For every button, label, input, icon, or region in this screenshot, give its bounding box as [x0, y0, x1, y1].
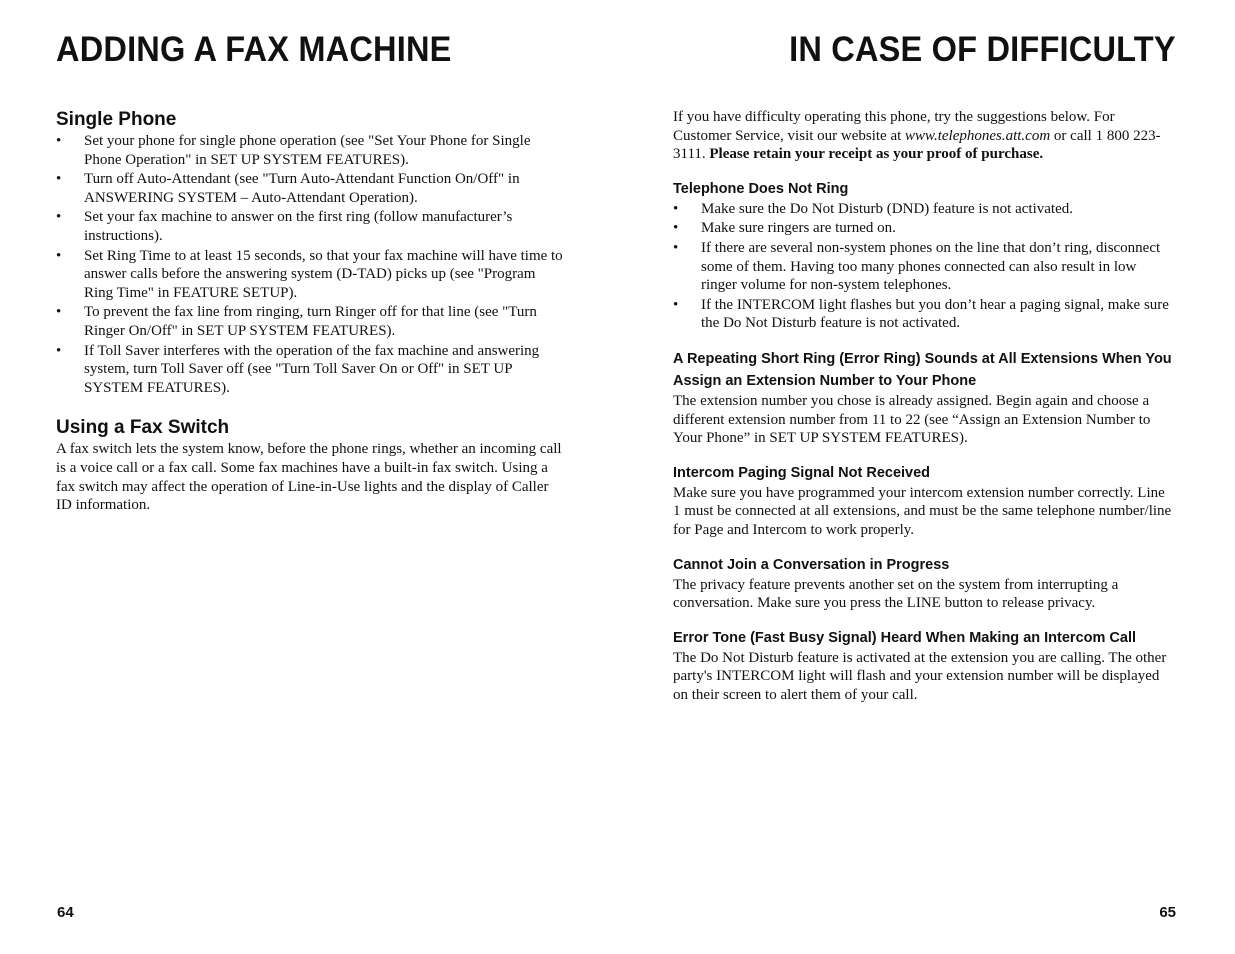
list-item-text: Set your fax machine to answer on the first ring (follow manufacturer’s instructions).: [84, 209, 513, 244]
spacer: [673, 164, 1173, 178]
list-item: [56, 208, 564, 245]
spacer: [673, 540, 1173, 554]
website-link[interactable]: www.telephones.att.com: [905, 127, 1051, 144]
page-title: ADDING A FAX MACHINE: [56, 30, 452, 69]
bullet-icon: •: [673, 239, 679, 256]
bullet-list: [673, 200, 1173, 333]
list-item-text: Turn off Auto-Attendant (see "Turn Auto-Attendant Function On/Off" in ANSWERING SYSTEM – Auto-Attendant Operation).: [84, 171, 520, 206]
intro-text: If you have difficulty operating this phone, try the suggestions below. For Customer Service, visit our website at: [673, 109, 1115, 144]
section-body: A fax switch lets the system know, before the phone rings, whether an incoming call is a voice call or a fax call. Some fax machines have a built-in fax switch. Using a fax switch may affect the operation of Line-in-Use lights and the display of Caller ID information.: [56, 441, 562, 514]
section-body: The extension number you chose is already assigned. Begin again and choose a different extension number from 11 to 22 (see “Assign an Extension Number to Your Phone” in SET UP SYSTEM FEATURES).: [673, 392, 1151, 447]
bullet-icon: •: [56, 171, 62, 188]
list-item-text: If Toll Saver interferes with the operation of the fax machine and answering system, turn Toll Saver off (see "Turn Toll Saver On or Off" in SET UP SYSTEM FEATURES).: [84, 342, 540, 396]
list-item: [673, 239, 1173, 295]
error-tone-section: [673, 627, 1173, 705]
intro-paragraph: [673, 108, 1173, 164]
bullet-icon: •: [56, 247, 62, 264]
list-item-text: Set your phone for single phone operation (see "Set Your Phone for Single Phone Operation" in SET UP SYSTEM FEATURES).: [84, 133, 531, 168]
section-body: Make sure you have programmed your intercom extension number correctly. Line 1 must be connected at all extensions, and must be the same telephone number/line for Page and Intercom to work properly.: [673, 484, 1172, 538]
page-number: 64: [57, 904, 74, 921]
telephone-does-not-ring-section: [673, 178, 1173, 333]
list-item-text: If there are several non-system phones on the line that don’t ring, disconnect some of them. Having too many phones connected can also result in low ringer volume for non-system telephones.: [701, 239, 1161, 294]
list-item-text: Set Ring Time to at least 15 seconds, so that your fax machine will have time to answer calls before the answering system (D-TAD) picks up (see "Program Ring Time" in FEATURE SETUP).: [84, 247, 563, 301]
section-heading: A Repeating Short Ring (Error Ring) Sounds at All Extensions When You Assign an Extension Number to Your Phone: [673, 350, 1172, 389]
cannot-join-section: [673, 554, 1173, 613]
bullet-icon: •: [56, 304, 62, 321]
intercom-paging-section: [673, 462, 1173, 540]
section-heading: Telephone Does Not Ring: [673, 180, 849, 197]
fax-switch-section: [56, 416, 564, 514]
bullet-icon: •: [56, 133, 62, 149]
list-item-text: Make sure the Do Not Disturb (DND) feature is not activated.: [701, 200, 1073, 217]
section-heading: Error Tone (Fast Busy Signal) Heard When Making an Intercom Call: [673, 629, 1137, 646]
left-column: [56, 108, 564, 515]
list-item-text: To prevent the fax line from ringing, turn Ringer off for that line (see "Turn Ringer On/Off" in SET UP SYSTEM FEATURES).: [84, 304, 537, 339]
list-item: [673, 296, 1173, 333]
section-heading: Single Phone: [56, 109, 177, 130]
list-item: [56, 303, 564, 340]
bullet-icon: •: [56, 342, 62, 359]
page-title: IN CASE OF DIFFICULTY: [789, 30, 1176, 69]
page-number: 65: [1159, 904, 1176, 921]
spacer: [673, 334, 1173, 348]
spacer: [673, 448, 1173, 462]
list-item: [673, 219, 1173, 238]
spacer: [673, 613, 1173, 627]
list-item: [56, 247, 564, 303]
list-item: [56, 342, 564, 398]
list-item-text: Make sure ringers are turned on.: [701, 220, 896, 237]
bullet-icon: •: [56, 209, 62, 226]
left-page: [0, 0, 617, 954]
right-page: [617, 0, 1235, 954]
single-phone-section: [56, 108, 564, 397]
bullet-list: [56, 132, 564, 397]
list-item: [673, 200, 1173, 219]
bullet-icon: •: [673, 220, 679, 237]
section-heading: Cannot Join a Conversation in Progress: [673, 556, 950, 573]
section-body: The privacy feature prevents another set on the system from interrupting a conversation. Make sure you press the LINE button to release privacy.: [673, 576, 1119, 612]
bullet-icon: •: [673, 296, 679, 313]
list-item: [56, 170, 564, 207]
bullet-icon: •: [673, 200, 679, 217]
spacer: [56, 398, 564, 416]
receipt-notice: Please retain your receipt as your proof of purchase.: [709, 146, 1044, 163]
section-heading: Using a Fax Switch: [56, 417, 230, 439]
error-ring-section: [673, 348, 1173, 448]
intro-text: or call 1 800 223-3111.: [673, 127, 1161, 163]
list-item: [56, 132, 564, 169]
right-column: [673, 108, 1173, 704]
section-heading: Intercom Paging Signal Not Received: [673, 464, 931, 481]
list-item-text: If the INTERCOM light flashes but you don’t hear a paging signal, make sure the Do Not Disturb feature is not activated.: [701, 296, 1169, 332]
section-body: The Do Not Disturb feature is activated at the extension you are calling. The other party's INTERCOM light will flash and your extension number will be displayed on their screen to alert them of your call.: [673, 649, 1167, 703]
